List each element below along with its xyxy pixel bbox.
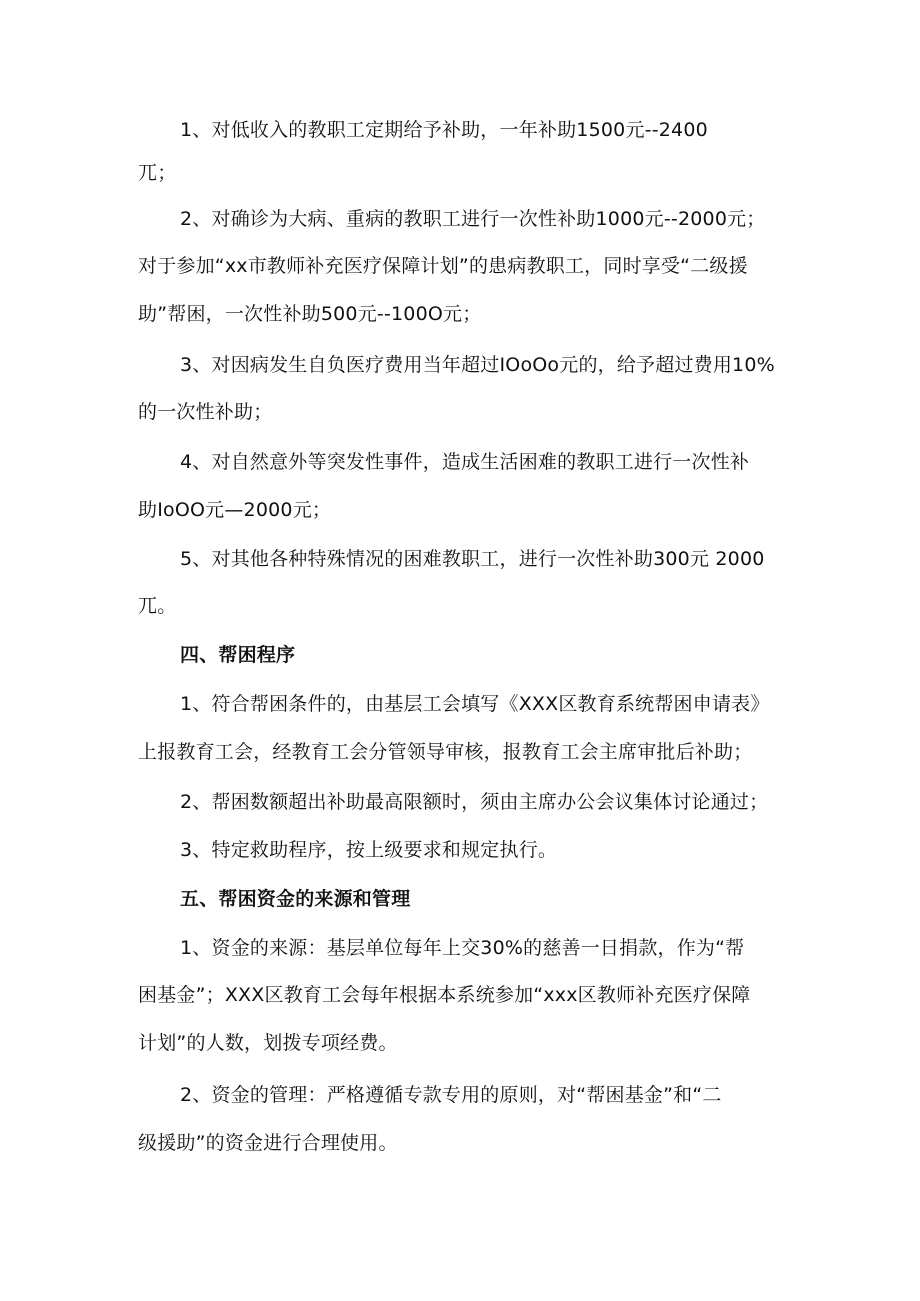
paragraph-line: 对于参加“xx市教师补充医疗保障计划”的患病教职工，同时享受“二级援	[138, 255, 748, 277]
paragraph-line: 困基金”；XXX区教育工会每年根据本系统参加“xxx区教师补充医疗保障	[138, 984, 751, 1006]
section-heading: 五、帮困资金的来源和管理	[180, 888, 411, 910]
paragraph-line: 计划”的人数，划拨专项经费。	[138, 1032, 398, 1054]
paragraph-line: 1、符合帮困条件的，由基层工会填写《XXX区教育系统帮困申请表》	[180, 693, 770, 715]
paragraph-line: 助”帮困，一次性补助500元--100O元；	[138, 303, 482, 325]
paragraph-line: 1、对低收入的教职工定期给予补助，一年补助1500元--2400	[180, 119, 708, 141]
paragraph-line: 2、对确诊为大病、重病的教职工进行一次性补助1000元--2000元；	[180, 208, 766, 230]
paragraph-line: 4、对自然意外等突发性事件，造成生活困难的教职工进行一次性补	[180, 451, 750, 473]
section-heading: 四、帮困程序	[180, 644, 296, 666]
paragraph-line: 上报教育工会，经教育工会分管领导审核，报教育工会主席审批后补助；	[138, 741, 753, 763]
paragraph-line: 助IoOO元—2000元；	[138, 499, 332, 521]
paragraph-line: 2、帮困数额超出补助最高限额时，须由主席办公会议集体讨论通过；	[180, 791, 769, 813]
paragraph-line: 级援助”的资金进行合理使用。	[138, 1132, 398, 1154]
paragraph-line: 3、对因病发生自负医疗费用当年超过IOoOo元的，给予超过费用10%	[180, 354, 775, 376]
paragraph-line: 兀。	[138, 595, 177, 617]
paragraph-line: 1、资金的来源：基层单位每年上交30%的慈善一日捐款，作为“帮	[180, 937, 745, 959]
paragraph-line: 3、特定救助程序，按上级要求和规定执行。	[180, 839, 558, 861]
paragraph-line: 2、资金的管理：严格遵循专款专用的原则，对“帮困基金”和“二	[180, 1084, 722, 1106]
paragraph-line: 兀；	[138, 162, 177, 184]
paragraph-line: 5、对其他各种特殊情况的困难教职工，进行一次性补助300元 2000	[180, 548, 765, 570]
paragraph-line: 的一次性补助；	[138, 401, 273, 423]
